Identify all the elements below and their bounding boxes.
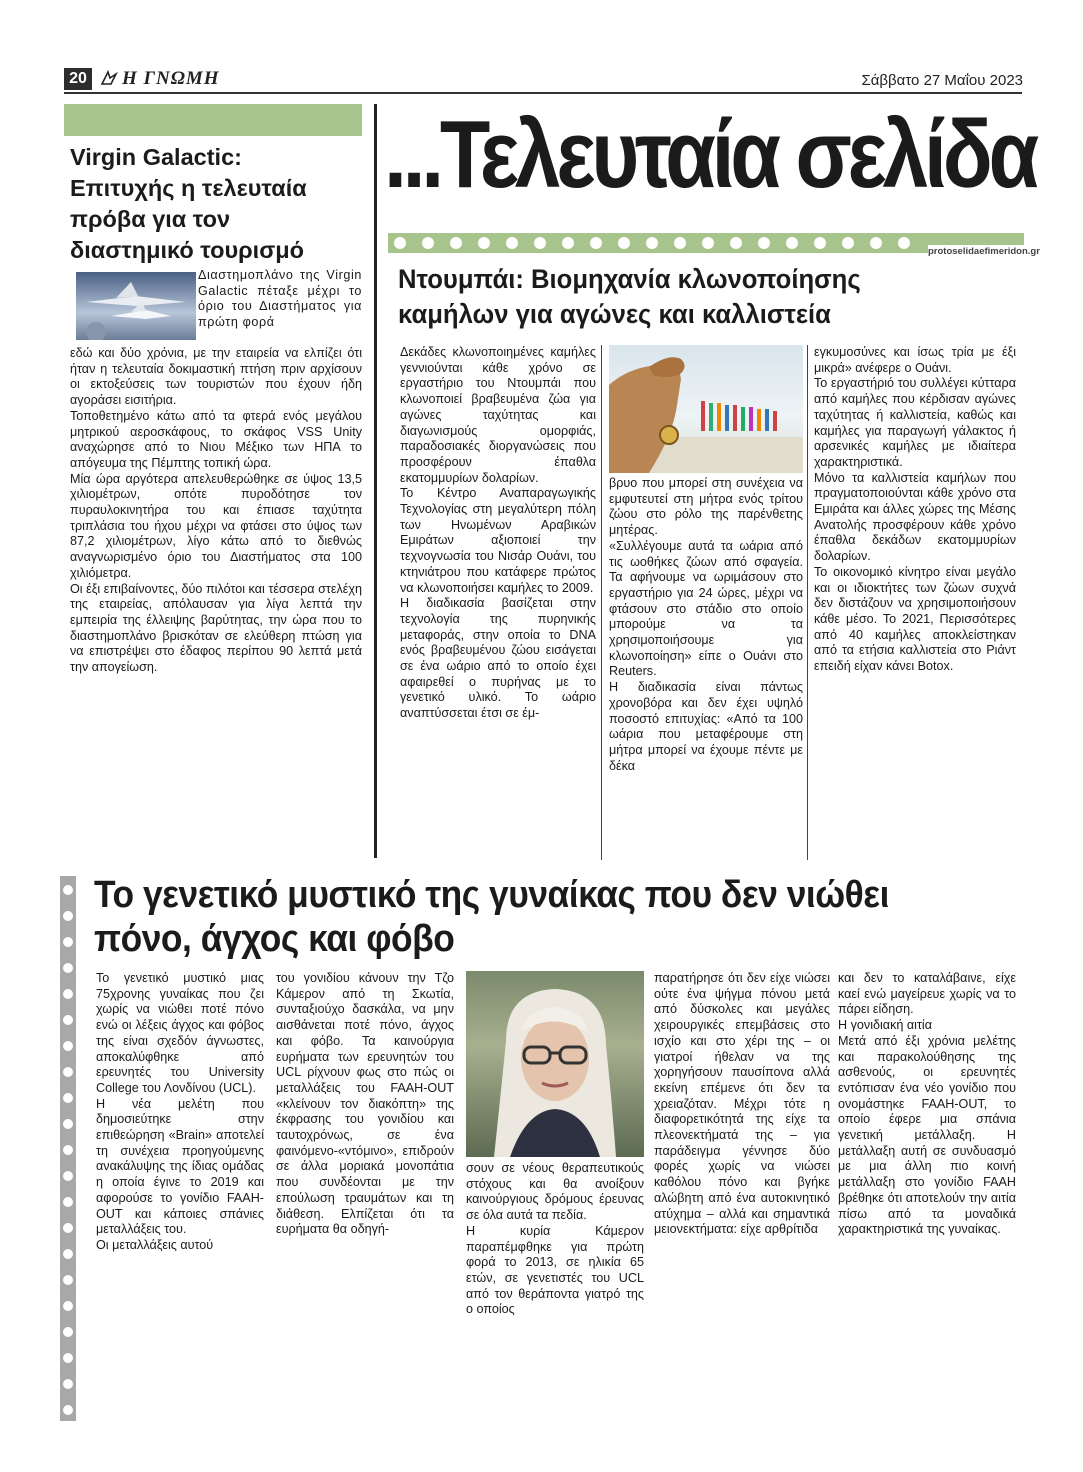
camel-photo bbox=[609, 345, 803, 473]
column-rule bbox=[807, 345, 808, 860]
brand-mark-icon bbox=[100, 70, 118, 86]
column-divider bbox=[374, 104, 377, 858]
brand-name: Η ΓΝΩΜΗ bbox=[122, 68, 220, 89]
genetic-column-1: Το γενετικό μυστικό μιας 75χρονης γυναίκας που ζει χωρίς να νιώθει ποτέ πόνο ενώ οι λέξεις άγχος και φόβος της είναι σχεδόν άγνωστες, αποκαλύφθηκε από ερευνητές του University College του Λονδίνου (UCL). Η νέα μελέτη που δημοσιεύτηκε στην επιθεώρηση «Brain» αποτελεί τη συνέχεια προηγούμενης ανακάλυψης της ίδιας ομάδας η οποία έγινε το 2019 και αφορούσε το γονίδιο FAAH-OUT και κάποιες σπάνιες μεταλλάξεις του. Οι μεταλλάξεις αυτού bbox=[96, 971, 264, 1252]
film-strip-decoration bbox=[60, 876, 76, 1421]
virgin-lead-text: Διαστημοπλάνο της Virgin Galactic πέταξε μέχρι το όριο του Διαστήματος για πρώτη φορά bbox=[198, 268, 362, 330]
genetic-column-2: του γονιδίου κάνουν την Τζο Κάμερον από τη Σκωτία, συνταξιούχο δασκάλα, να μην αισθάνεται ποτέ πόνο, άγχος και φόβο. Τα καινούργια ευρήματα των ερευνητών του UCL ρίχνουν φως στο πώς οι μεταλλάξεις του FAAH-OUT «κλείνουν τον διακόπτη» της έκφρασης του γονιδίου και ταυτοχρόνως, σε ένα φαινόμενο-«ντόμινο», επιδρούν σε άλλα μοριακά μονοπάτια που συνδέονται με την επούλωση τραυμάτων και τη διάθεση. Ελπίζεται ότι τα ευρήματα θα οδηγή- bbox=[276, 971, 454, 1237]
page-number: 20 bbox=[64, 68, 92, 90]
spaceplane-photo bbox=[76, 272, 196, 340]
dubai-headline: Ντουμπάι: Βιομηχανία κλωνοποίησης καμήλων για αγώνες και καλλιστεία bbox=[398, 264, 861, 329]
virgin-body-text: εδώ και δύο χρόνια, με την εταιρεία να ελπίζει ότι ήταν η τελευταία δοκιμαστική πτήση πριν αρχίσουν οι εκτοξεύσεις των τουριστών που έχουν ήδη αγοράσει εισιτήρια. Τοποθετημένο κάτω από τα φτερά ενός μεγάλου μητρικού αεροσκάφους, το σκάφος VSS Unity αναχώρησε από το Νιου Μέξικο των ΗΠΑ το απόγευμα της Πέμπτης τοπική ώρα. Μία ώρα αργότερα απελευθερώθηκε σε ύψος 13,5 χιλιομέτρων, οπότε πυροδότησε τον πυραυλοκινητήρα του και έπιασε ταχύτητα τριπλάσια του ήχου μέχρι να φτάσει στο ύψος των 87,2 χιλιομέτρων, λίγο κάτω από το διεθνώς αναγνωρισμένο όριο του Διαστήματος στα 100 χιλιόμετρα. Οι έξι επιβαίνοντες, δύο πιλότοι και τέσσερα στελέχη της εταιρείας, απόλαυσαν για λίγα λεπτά την εμπειρία της έλλειψης βαρύτητας, την ώρα που το διαστημοπλάνο βρισκόταν σε ελεύθερη πτώση για να επιστρέψει στο έδαφος περίπου 90 λεπτά μετά την απογείωση. bbox=[70, 346, 362, 675]
dubai-column-1: Δεκάδες κλωνοποιημένες καμήλες γεννιούνται κάθε χρόνο σε εργαστήριο του Ντουμπάι που κλωνοποιεί βραβευμένα ζώα για αγώνες ταχύτητας και διαγωνισμούς ομορφιάς, παραδοσιακές διοργανώσεις που προσφέρουν έπαθλα εκατομμυρίων δολαρίων. Το Κέντρο Αναπαραγωγικής Τεχνολογίας στη μεγαλύτερη πόλη των Ηνωμένων Αραβικών Εμιράτων αξιοποιεί την τεχνογνωσία του Νισάρ Ουάνι, του κτηνιάτρου που κατάφερε πρώτος να κλωνοποιήσει καμήλες το 2009. Η διαδικασία βασίζεται στην τεχνολογία της πυρηνικής μεταφοράς, στην οποία το DNA ενός βραβευμένου ζώου εισάγεται σε ένα ωάριο από το οποίο έχει αφαιρεθεί ο πυρήνας με το γενετικό υλικό. Το ωάριο αναπτύσσεται έτσι σε έμ- bbox=[400, 345, 596, 721]
genetic-column-4: παρατήρησε ότι δεν είχε νιώσει ούτε ένα ψήγμα πόνου μετά από δύσκολες και μεγάλες χειρουργικές επεμβάσεις στο ισχίο και στο χέρι της – οι γιατροί ήθελαν να της χορηγήσουν παυσίπονα αλλά εκείνη επέμενε ότι δεν τα χρειαζόταν. Μέχρι τότε η διαφορετικότητά της είχε τα πλεονεκτήματά της – για παράδειγμα γέννησε δύο φορές χωρίς να νιώσει καθόλου πόνο και βγήκε αλώβητη από ένα αυτοκινητικό ατύχημα – αλλά και σημαντικά μειονεκτήματα: είχε αρθρίτιδα bbox=[654, 971, 830, 1237]
dubai-column-2: βρυο που μπορεί στη συνέχεια να εμφυτευτεί στη μήτρα ενός τρίτου ζώου στο ρόλο της παρένθετης μητέρας. «Συλλέγουμε αυτά τα ωάρια από τις ωοθήκες ζώων από σφαγεία. Τα αφήνουμε να ωριμάσουν στο εργαστήριο για 24 ώρες, μέχρι να φτάσουν στο στάδιο στο οποίο μπορούμε να τα χρησιμοποιήσουμε για κλωνοποίηση» είπε ο Ουάνι στο Reuters. Η διαδικασία είναι πάντως χρονοβόρα και δεν έχει υψηλό ποσοστό επιτυχίας: «Από τα 100 ωάρια που μεταφέρουμε στη μήτρα μπορεί να έχουμε πέντε με δέκα bbox=[609, 476, 803, 773]
woman-portrait-photo bbox=[466, 971, 644, 1157]
header-rule bbox=[64, 92, 1022, 94]
column-rule bbox=[601, 345, 602, 860]
issue-date: Σάββατο 27 Μαΐου 2023 bbox=[861, 72, 1023, 89]
genetic-column-5-top: και δεν το καταλάβαινε, είχε καεί ενώ μαγείρευε χωρίς να το πάρει είδηση. bbox=[838, 971, 1016, 1017]
newspaper-brand bbox=[100, 68, 220, 90]
genetic-column-5 bbox=[838, 971, 1016, 1238]
source-watermark: protoselidaefimeridon.gr bbox=[928, 246, 1040, 257]
section-title: ...Τελευταία σελίδα bbox=[384, 101, 1036, 208]
section-band bbox=[64, 104, 362, 136]
genetic-subhead: Η γονιδιακή αιτία bbox=[838, 1018, 933, 1033]
genetic-column-3: σουν σε νέους θεραπευτικούς στόχους και θα ανοίξουν καινούργιους δρόμους έρευνας σε όλα αυτά τα πεδία. Η κυρία Κάμερον παραπέμφθηκε για πρώτη φορά το 2013, σε ηλικία 65 ετών, σε γενετιστές του UCL από τον θεράποντα γιατρό της ο οποίος bbox=[466, 1161, 644, 1317]
genetic-headline: Το γενετικό μυστικό της γυναίκας που δεν νιώθει πόνο, άγχος και φόβο bbox=[94, 874, 889, 960]
virgin-headline: Virgin Galactic: Επιτυχής η τελευταία πρόβα για τον διαστημικό τουρισμό bbox=[70, 144, 307, 263]
dubai-column-3: εγκυμοσύνες και ίσως τρία με έξι μικρά» ανέφερε ο Ουάνι. Το εργαστήριό του συλλέγει κύτταρα από καμήλες που κέρδισαν αγώνες ταχύτητας ή καλλιστεία, καθώς και καμήλες για παραγωγή γάλακτος ή αρσενικές καμήλες με ιδιαίτερα χαρακτηριστικά. Μόνο τα καλλιστεία καμήλων που πραγματοποιούνται κάθε χρόνο στα Εμιράτα και άλλες χώρες της Μέσης Ανατολής προσφέρουν κάθε χρόνο έπαθλα δεκάδων εκατομμυρίων δολαρίων. Το οικονομικό κίνητρο είναι μεγάλο και οι ιδιοκτήτες των ζώων συχνά δεν διστάζουν να χρησιμοποιήσουν κάθε μέσο. Το 2021, Περισσότερες από 40 καμήλες αποκλείστηκαν από τα ετήσια καλλιστεία στο Ριάντ επειδή είχαν κάνει Botox. bbox=[814, 345, 1016, 674]
genetic-column-5-bottom: Μετά από έξι χρόνια μελέτης και παρακολούθησης της ασθενούς, οι ερευνητές εντόπισαν ένα νέο γονίδιο που ονομάστηκε FAAH-OUT, το οποίο έφερε μια σπάνια γενετική μετάλλαξη. Η μετάλλαξη αυτή σε συνδυασμό με μια άλλη πιο κοινή μετάλλαξη στο γονίδιο FAAH βρέθηκε ότι αποτελούν την αιτία πίσω από τα μοναδικά χαρακτηριστικά της γυναίκας. bbox=[838, 1033, 1016, 1237]
